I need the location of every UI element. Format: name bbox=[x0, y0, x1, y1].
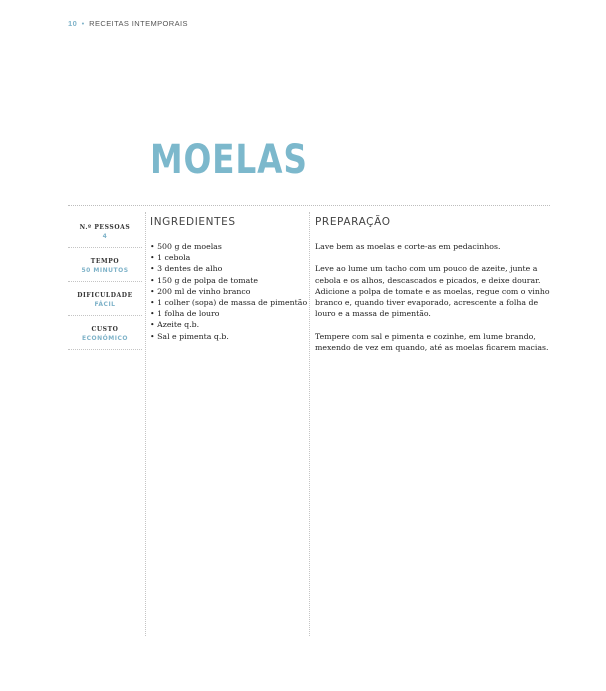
meta-value: ECONÓMICO bbox=[82, 335, 128, 342]
title-divider bbox=[68, 205, 550, 206]
meta-label: DIFICULDADE bbox=[77, 292, 133, 299]
ingredient-item: • 3 dentes de alho bbox=[150, 263, 307, 274]
book-title: RECEITAS INTEMPORAIS bbox=[89, 19, 188, 28]
preparation-text bbox=[315, 241, 551, 364]
ingredient-item: • 150 g de polpa de tomate bbox=[150, 275, 307, 286]
ingredient-item: • 1 folha de louro bbox=[150, 308, 307, 319]
meta-value: 4 bbox=[102, 233, 108, 240]
meta-label: TEMPO bbox=[90, 258, 120, 265]
ingredients-column-divider bbox=[309, 212, 310, 636]
recipe-title: MOELAS bbox=[150, 137, 308, 183]
meta-cost bbox=[68, 316, 142, 350]
preparation-step: Lave bem as moelas e corte-as em pedacinhos. bbox=[315, 242, 501, 251]
meta-time bbox=[68, 248, 142, 282]
ingredient-item: • 200 ml de vinho branco bbox=[150, 286, 307, 297]
ingredients-heading: INGREDIENTES bbox=[150, 216, 236, 228]
preparation-heading: PREPARAÇÃO bbox=[315, 216, 391, 228]
meta-value: FÁCIL bbox=[94, 301, 116, 308]
ingredient-item: • 1 colher (sopa) de massa de pimentão bbox=[150, 297, 307, 308]
ingredients-list bbox=[150, 241, 307, 342]
recipe-meta bbox=[68, 214, 142, 350]
preparation-step: Leve ao lume um tacho com um pouco de azeite, junte a cebola e os alhos, descascados e picados, e deixe dourar. Adicione a polpa de tomate e as moelas, regue com o vinho branco e, quando tiver evaporado, acrescente a folha de louro e a massa de pimentão. bbox=[315, 264, 550, 319]
meta-servings bbox=[68, 214, 142, 248]
meta-label: CUSTO bbox=[91, 326, 119, 333]
page-number: 10 bbox=[68, 19, 78, 28]
ingredient-item: • Sal e pimenta q.b. bbox=[150, 331, 307, 342]
preparation-step: Tempere com sal e pimenta e cozinhe, em lume brando, mexendo de vez em quando, até as moelas ficarem macias. bbox=[315, 331, 549, 352]
meta-label: N.º PESSOAS bbox=[79, 224, 131, 231]
header-separator: • bbox=[81, 19, 85, 28]
ingredient-item: • 500 g de moelas bbox=[150, 241, 307, 252]
ingredient-item: • Azeite q.b. bbox=[150, 319, 307, 330]
meta-value: 50 MINUTOS bbox=[81, 267, 129, 274]
meta-column-divider bbox=[145, 212, 146, 636]
ingredient-item: • 1 cebola bbox=[150, 252, 307, 263]
running-header bbox=[68, 19, 188, 28]
meta-difficulty bbox=[68, 282, 142, 316]
